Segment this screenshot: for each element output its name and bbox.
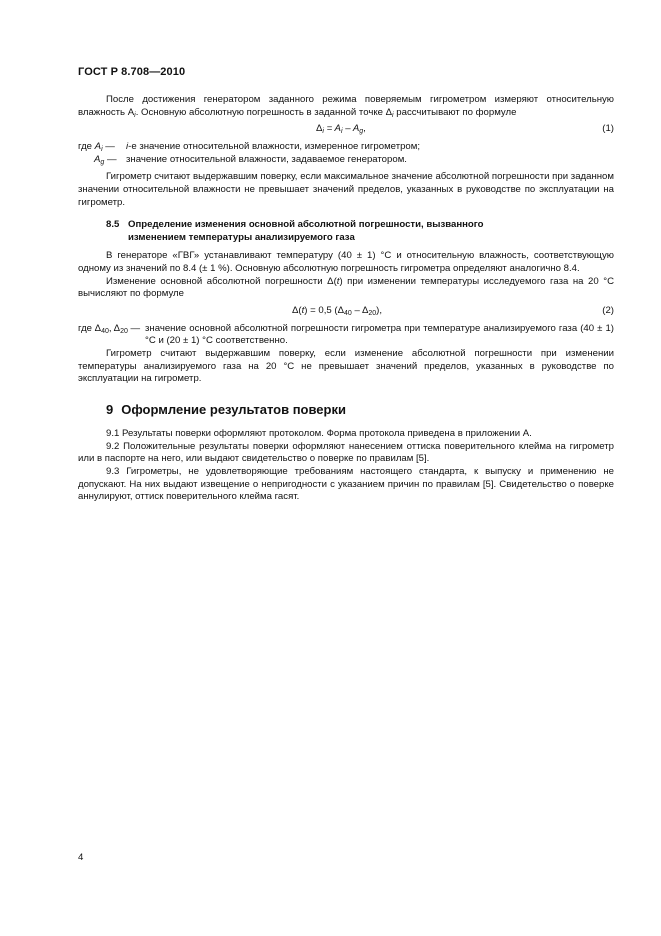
paragraph-generator-setup: В генераторе «ГВГ» устанавливают температуру (40 ± 1) °С и относительную влажность, соответствующую одному из значений по 8.4 (± 1 %). Основную абсолютную погрешность гигрометра определяют аналогично 8.4. [78,250,614,274]
where-delta: где $\Delta_{40}$, $\Delta_{20}$ — значение основной абсолютной погрешности гигрометра при температуре анализируемого газа (40 ± 1) °С и (20 ± 1) °С соответственно. [78,322,614,347]
formula-2-number: (2) [602,304,614,316]
paragraph-9-1: 9.1 Результаты поверки оформляют протоколом. Форма протокола приведена в приложении А. [106,428,532,440]
paragraph-9-3: 9.3 Гигрометры, не удовлетворяющие требованиям настоящего стандарта, к выпуску и применению не допускают. На них выдают извещение о непригодности с указанием причин по правилам [5]. Свидетельство о поверке аннулируют, оттиск поверительного клейма гасят. [78,466,614,503]
paragraph-pass-criterion-1: Гигрометр считают выдержавшим поверку, если максимальное значение абсолютной погрешности при заданном значении относительной влажности не превышает значений пределов, указанных в руководстве по эксплуатации на гигрометр. [78,171,614,208]
document-body [78,94,614,504]
page-number: 4 [78,852,84,863]
document-header: ГОСТ Р 8.708—2010 [78,66,186,78]
paragraph-error-change: Изменение основной абсолютной погрешности Δ(t) при изменении температуры исследуемого газа на 20 °С вычисляют по формуле [78,275,614,300]
formula-1-number: (1) [602,123,614,135]
paragraph-measurement: После достижения генератором заданного режима поверяемым гигрометром измеряют относительную влажность $A_i$. Основную абсолютную погрешность в заданной точке $\Delta_i$ рассчитывают по формуле [78,94,614,119]
section-9-heading: 9 Оформление результатов поверки [106,401,346,417]
where-a-i: где $A_i$ — i-е значение относительной влажности, измеренное гигрометром; [78,141,421,154]
formula-2: Δ(t) = 0,5 $(\Delta_{40} - \Delta_{20})$, (2) [292,304,614,317]
paragraph-pass-criterion-2: Гигрометр считают выдержавшим поверку, если изменение абсолютной погрешности при изменении температуры анализируемого газа на 20 °С не превышает значений пределов, указанных в руководстве по эксплуатации на гигрометр. [78,347,614,385]
formula-1: $\Delta_i = A_i - A_g$, (1) [316,123,614,136]
where-a-g: $A_g$ — значение относительной влажности, задаваемое генератором. [94,153,407,166]
paragraph-9-2: 9.2 Положительные результаты поверки оформляют нанесением оттиска поверительного клейма на гигрометр или в паспорте на него, или выдают свидетельство о поверке по правилам [5]. [78,440,614,465]
section-8-5-heading: 8.5 Определение изменения основной абсолютной погрешности, вызванного изменением температуры анализируемого газа [106,219,484,243]
